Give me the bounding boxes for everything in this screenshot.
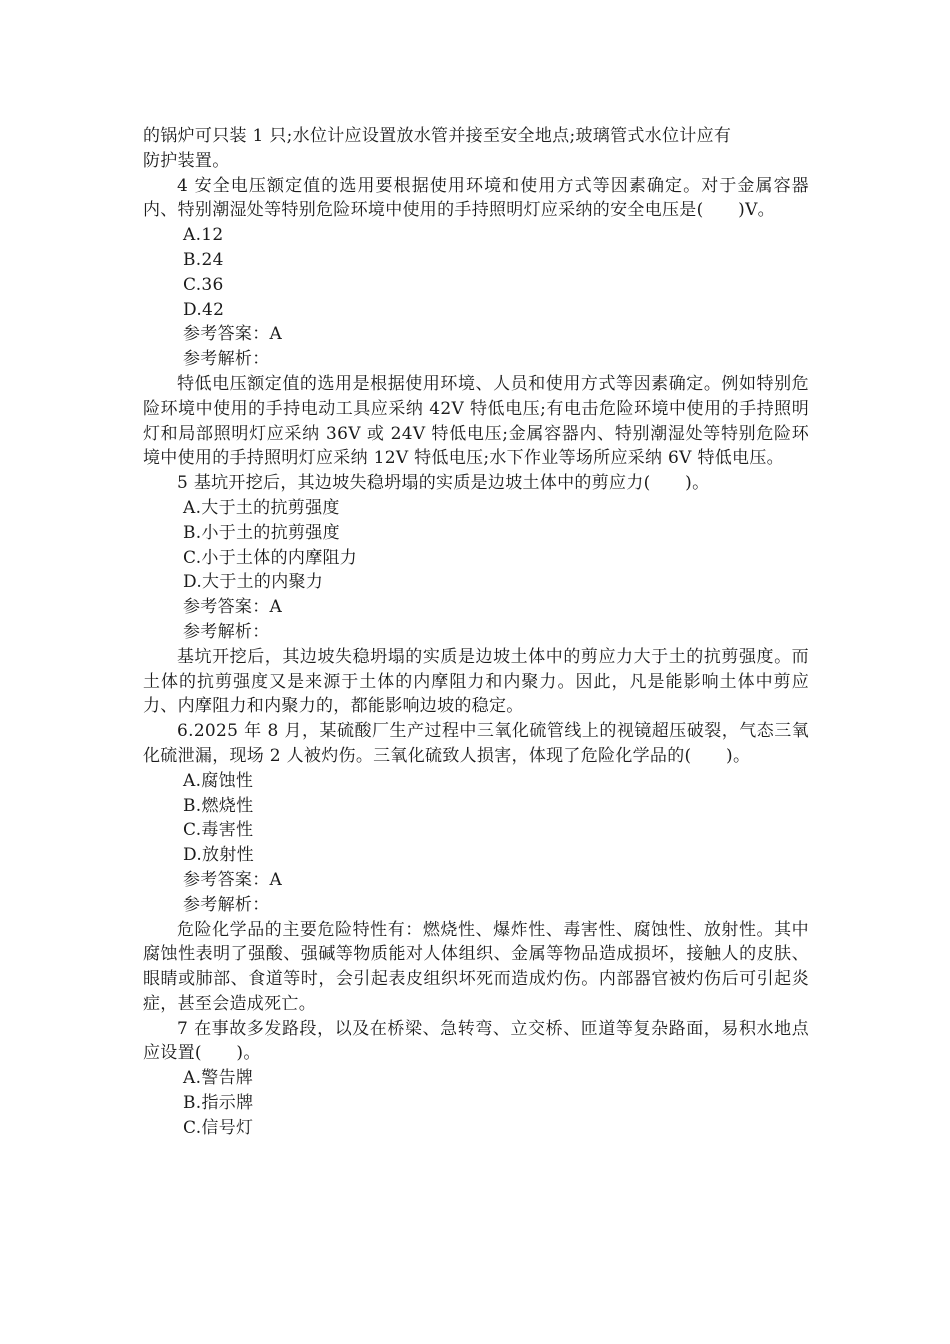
intro-line-1: 的锅炉可只装 1 只;水位计应设置放水管并接至安全地点;玻璃管式水位计应有 xyxy=(143,126,732,146)
question-5-option-c: C.小于土体的内摩阻力 xyxy=(183,547,358,568)
question-5-analysis-label: 参考解析： xyxy=(183,621,270,642)
question-6-analysis: 危险化学品的主要危险特性有：燃烧性、爆炸性、毒害性、腐蚀性、放射性。其中腐蚀性表明了强酸、强碱等物质能对人体组织、金属等物品造成损坏，接触人的皮肤、眼睛或肺部、食道等时，会引起表皮组织坏死而造成灼伤。内部器官被灼伤后可引起炎症，甚至会造成死亡。 xyxy=(143,919,809,1014)
question-5-option-b: B.小于土的抗剪强度 xyxy=(183,522,340,543)
question-5-option-d: D.大于土的内聚力 xyxy=(183,572,324,593)
question-6-option-b: B.燃烧性 xyxy=(183,795,254,816)
question-4-analysis-label: 参考解析： xyxy=(183,349,270,370)
question-4-analysis: 特低电压额定值的选用是根据使用环境、人员和使用方式等因素确定。例如特别危险环境中使用的手持电动工具应采纳 42V 特低电压;有电击危险环境中使用的手持照明灯和局部照明灯应采纳 36V 或 24V 特低电压;金属容器内、特别潮湿处等特别危险环境中使用的手持照明灯应采纳 12V 特低电压;水下作业等场所应采纳 6V 特低电压。 xyxy=(143,373,809,469)
question-6-stem: 6.2025 年 8 月，某硫酸厂生产过程中三氧化硫管线上的视镜超压破裂，气态三氧化硫泄漏，现场 2 人被灼伤。三氧化硫致人损害，体现了危险化学品的( )。 xyxy=(143,721,809,766)
question-7-option-c: C.信号灯 xyxy=(183,1117,254,1138)
question-5-analysis: 基坑开挖后，其边坡失稳坍塌的实质是边坡土体中的剪应力大于土的抗剪强度。而土体的抗剪强度又是来源于土体的内摩阻力和内聚力。因此，凡是能影响土体中剪应力、内摩阻力和内聚力的，都能影响边坡的稳定。 xyxy=(143,646,809,717)
question-5-answer: 参考答案：A xyxy=(183,597,283,618)
question-4-stem: 4 安全电压额定值的选用要根据使用环境和使用方式等因素确定。对于金属容器内、特别潮湿处等特别危险环境中使用的手持照明灯应采纳的安全电压是( )V。 xyxy=(143,175,809,221)
question-6-analysis-label: 参考解析： xyxy=(183,894,270,915)
question-4-option-d: D.42 xyxy=(183,299,225,320)
question-7-option-b: B.指示牌 xyxy=(183,1093,254,1114)
question-6-option-d: D.放射性 xyxy=(183,845,254,866)
question-4-option-c: C.36 xyxy=(183,274,224,295)
question-6-option-a: A.腐蚀性 xyxy=(183,770,254,791)
question-7-stem: 7 在事故多发路段，以及在桥梁、急转弯、立交桥、匝道等复杂路面，易积水地点应设置( )。 xyxy=(143,1018,809,1064)
document-page xyxy=(143,124,809,1141)
question-7-option-a: A.警告牌 xyxy=(183,1068,254,1089)
question-6-option-c: C.毒害性 xyxy=(183,820,254,841)
intro-line-2: 防护装置。 xyxy=(143,150,230,171)
question-6-answer: 参考答案：A xyxy=(183,869,283,890)
question-5-option-a: A.大于土的抗剪强度 xyxy=(183,497,340,518)
question-5-stem: 5 基坑开挖后，其边坡失稳坍塌的实质是边坡土体中的剪应力( )。 xyxy=(177,473,710,494)
question-4-option-a: A.12 xyxy=(183,225,224,246)
question-4-answer: 参考答案：A xyxy=(183,324,283,345)
question-4-option-b: B.24 xyxy=(183,249,224,270)
